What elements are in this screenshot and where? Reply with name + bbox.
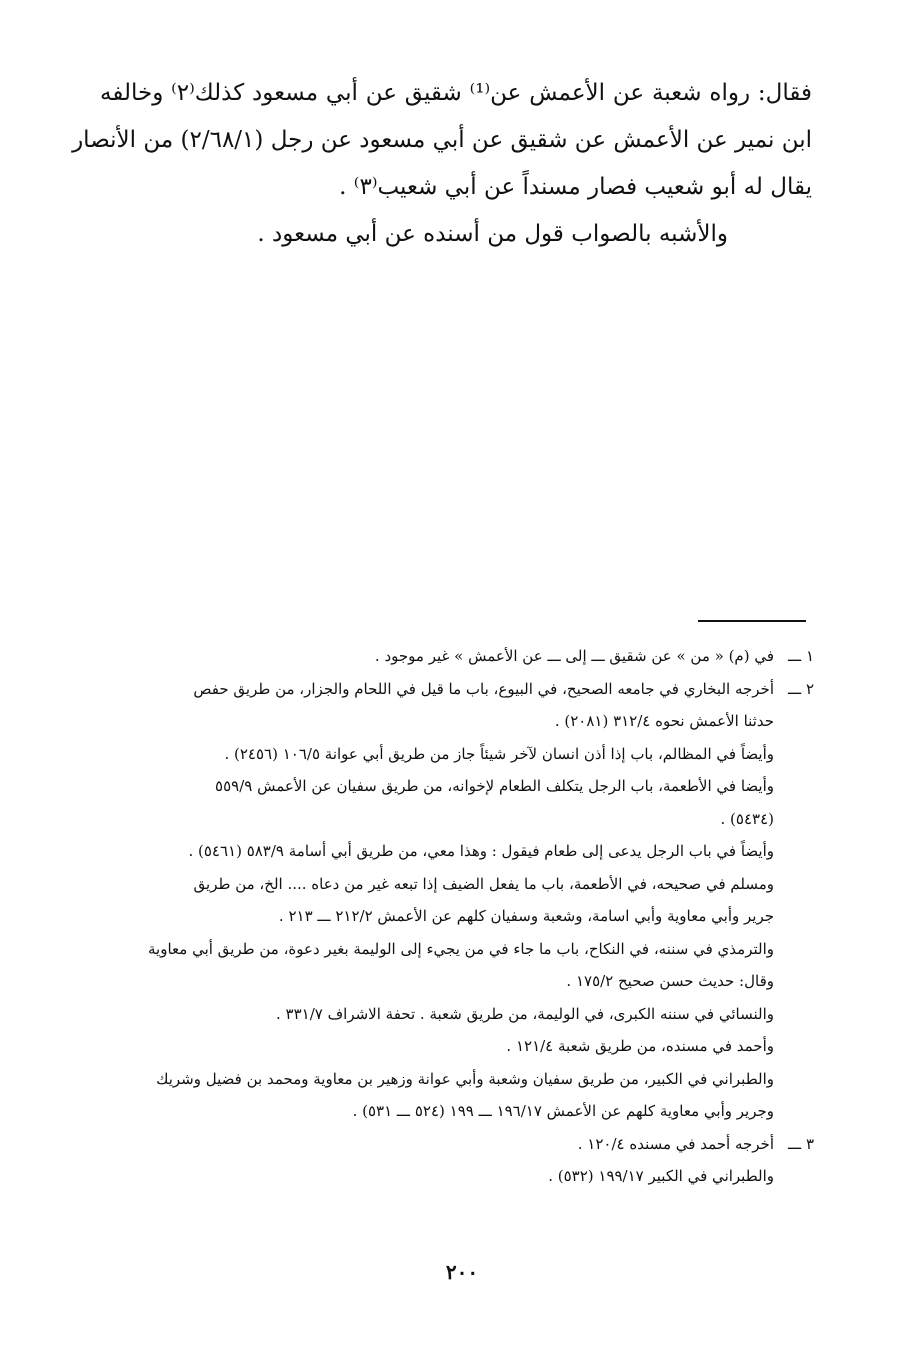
page-number: ٢٠٠: [445, 1260, 479, 1284]
footnote-line: ومسلم في صحيحه، في الأطعمة، باب ما يفعل الضيف إذا تبعه غير من دعاه .... الخ، من طريق: [193, 874, 774, 893]
footnote-text: أخرجه البخاري في جامعه الصحيح، في البيوع، باب ما قيل في اللحام والجزار، من طريق حفص: [193, 679, 774, 698]
footnote-line: وأيضا في الأطعمة، باب الرجل يتكلف الطعام لإخوانه، من طريق سفيان عن الأعمش ٥٥٩/٩: [215, 777, 774, 795]
footnotes: [102, 640, 814, 1193]
footnote-number: ٢ ـــ: [787, 679, 814, 698]
footnote-text: أخرجه أحمد في مسنده ١٢٠/٤ .: [577, 1134, 774, 1153]
footnote-number: ١ ـــ: [787, 647, 814, 665]
main-text-line: فقال: رواه شعبة عن الأعمش عن⁽¹⁾ شقيق عن أبي مسعود كذلك⁽٢⁾ وخالفه: [100, 80, 812, 106]
footnote-line: (٥٤٣٤) .: [720, 809, 774, 828]
footnote-line: جرير وأبي معاوية وأبي اسامة، وشعبة وسفيان كلهم عن الأعمش ٢١٢/٢ ـــ ٢١٣ .: [278, 907, 774, 925]
footnote-separator: [698, 620, 806, 622]
footnote-line: [102, 1128, 814, 1161]
footnote-line: وجرير وأبي معاوية كلهم عن الأعمش ١٩٦/١٧ ـــ ١٩٩ (٥٢٤ ـــ ٥٣١) .: [352, 1102, 774, 1120]
footnote-line: والطبراني في الكبير ١٩٩/١٧ (٥٣٢) .: [548, 1167, 774, 1185]
main-text-line: ابن نمير عن الأعمش عن شقيق عن أبي مسعود عن رجل (٢/٦٨/١) من الأنصار: [72, 127, 812, 153]
footnote-number: ٣ ـــ: [787, 1134, 814, 1153]
footnote-line: وأحمد في مسنده، من طريق شعبة ١٢١/٤ .: [506, 1037, 774, 1055]
footnote-line: وقال: حديث حسن صحيح ١٧٥/٢ .: [566, 972, 774, 990]
footnote-line: حدثنا الأعمش نحوه ٣١٢/٤ (٢٠٨١) .: [554, 712, 774, 730]
footnote-line: والطبراني في الكبير، من طريق سفيان وشعبة وأبي عوانة وزهير بن معاوية ومحمد بن فضيل وشريك: [156, 1069, 774, 1088]
footnote-line: وأيضاً في المظالم، باب إذا أذن انسان لآخر شيئاً جاز من طريق أبي عوانة ١٠٦/٥ (٢٤٥٦) .: [224, 744, 774, 763]
footnote-line: والترمذي في سننه، في النكاح، باب ما جاء في من يجيء إلى الوليمة بغير دعوة، من طريق أبي معاوية: [148, 939, 774, 958]
main-text: [72, 70, 812, 258]
main-text-line: يقال له أبو شعيب فصار مسنداً عن أبي شعيب⁽٣⁾ .: [339, 174, 812, 200]
footnote-line: [102, 640, 814, 673]
footnote-text: في (م) « من » عن شقيق ـــ إلى ـــ عن الأعمش » غير موجود .: [374, 647, 774, 665]
footnote-line: والنسائي في سننه الكبرى، في الوليمة، من طريق شعبة . تحفة الاشراف ٣٣١/٧ .: [276, 1004, 774, 1023]
footnote-line: وأيضاً في باب الرجل يدعى إلى طعام فيقول : وهذا معي، من طريق أبي أسامة ٥٨٣/٩ (٥٤٦١) .: [188, 842, 774, 860]
footnote-line: [102, 673, 814, 706]
main-text-line: والأشبه بالصواب قول من أسنده عن أبي مسعود .: [257, 221, 728, 247]
